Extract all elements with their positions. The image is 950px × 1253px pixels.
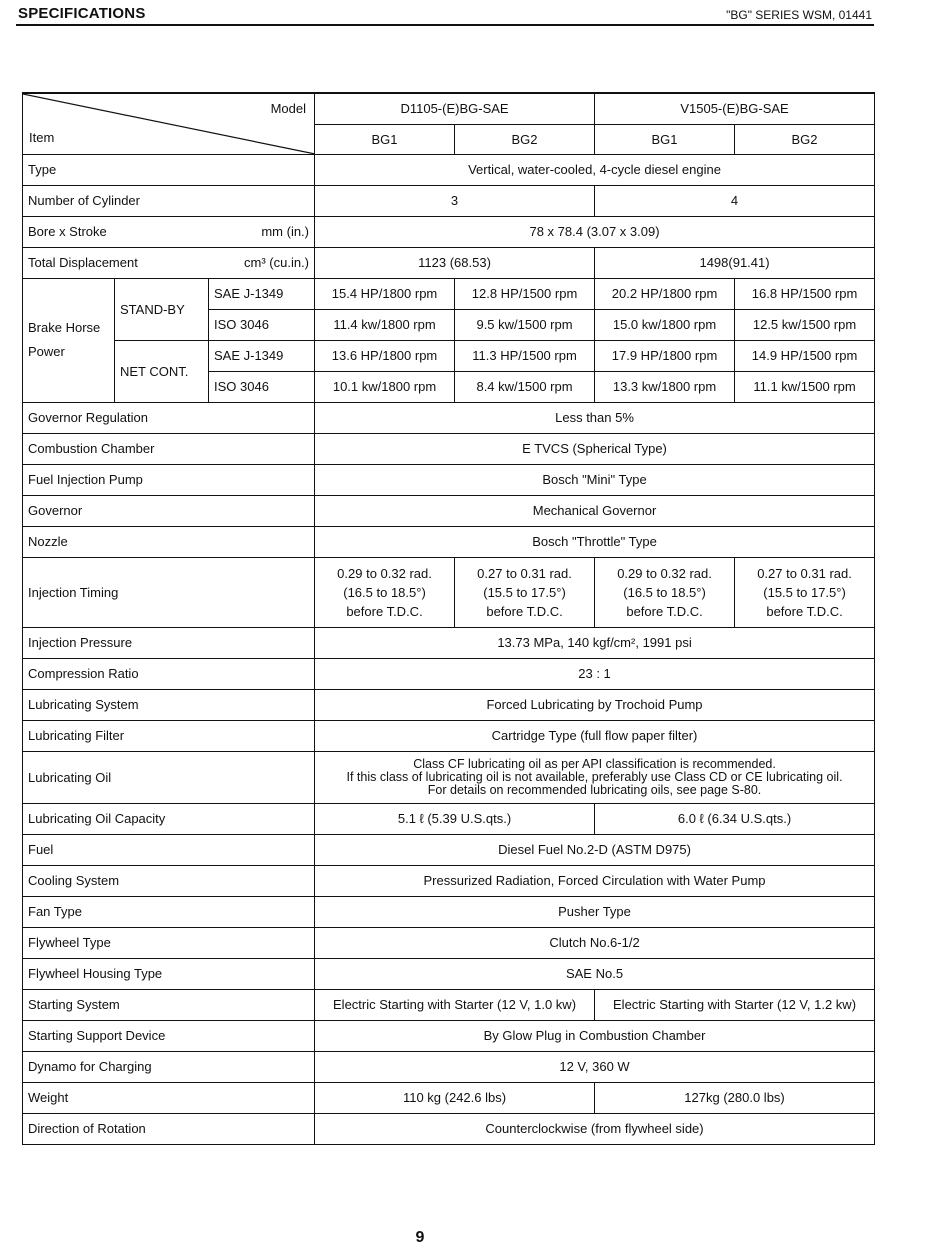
unit-text: cm³ (cu.in.) xyxy=(244,255,310,270)
standard-label: SAE J-1349 xyxy=(209,278,315,309)
power-label xyxy=(23,278,115,402)
row-value: Pressurized Radiation, Forced Circulation with Water Pump xyxy=(315,865,875,896)
section-title: SPECIFICATIONS xyxy=(18,5,146,22)
row-label: Lubricating Oil Capacity xyxy=(23,803,315,834)
row-lubricating-oil xyxy=(23,751,875,803)
power-cell: 15.4 HP/1800 rpm xyxy=(315,278,455,309)
power-cell: 15.0 kw/1800 rpm xyxy=(595,309,735,340)
timing-cell xyxy=(595,557,735,627)
row-fan-type xyxy=(23,896,875,927)
row-value: Mechanical Governor xyxy=(315,495,875,526)
row-value: SAE No.5 xyxy=(315,958,875,989)
row-label: Starting Support Device xyxy=(23,1020,315,1051)
row-value: Bosch "Mini" Type xyxy=(315,464,875,495)
row-fuel-injection-pump xyxy=(23,464,875,495)
label-text: Total Displacement xyxy=(28,255,138,270)
row-nozzle xyxy=(23,526,875,557)
row-value: Counterclockwise (from flywheel side) xyxy=(315,1113,875,1144)
row-flywheel-type xyxy=(23,927,875,958)
power-cell: 17.9 HP/1800 rpm xyxy=(595,340,735,371)
row-fuel xyxy=(23,834,875,865)
power-cell: 8.4 kw/1500 rpm xyxy=(455,371,595,402)
row-label: Compression Ratio xyxy=(23,658,315,689)
row-flywheel-housing xyxy=(23,958,875,989)
timing-rad: 0.29 to 0.32 rad. xyxy=(617,565,712,581)
row-value: Vertical, water-cooled, 4-cycle diesel engine xyxy=(315,154,875,185)
row-label: Type xyxy=(23,154,315,185)
row-label xyxy=(23,247,315,278)
power-cell: 16.8 HP/1500 rpm xyxy=(735,278,875,309)
row-label: Injection Timing xyxy=(23,557,315,627)
timing-deg: (16.5 to 18.5°) xyxy=(623,584,706,600)
row-label: Injection Pressure xyxy=(23,627,315,658)
label-text: Bore x Stroke xyxy=(28,224,107,239)
row-governor xyxy=(23,495,875,526)
page-header xyxy=(16,4,874,26)
timing-ref: before T.D.C. xyxy=(486,603,563,619)
power-cell: 9.5 kw/1500 rpm xyxy=(455,309,595,340)
timing-cell xyxy=(455,557,595,627)
row-label xyxy=(23,216,315,247)
label-text: Power xyxy=(28,344,65,359)
row-value-v1505: Electric Starting with Starter (12 V, 1.2 kw) xyxy=(595,989,875,1020)
timing-ref: before T.D.C. xyxy=(626,603,703,619)
timing-ref: before T.D.C. xyxy=(346,603,423,619)
power-cell: 13.6 HP/1800 rpm xyxy=(315,340,455,371)
row-cylinders xyxy=(23,185,875,216)
standard-label: ISO 3046 xyxy=(209,309,315,340)
row-label: Number of Cylinder xyxy=(23,185,315,216)
row-value-d1105: 5.1 ℓ (5.39 U.S.qts.) xyxy=(315,803,595,834)
power-cell: 12.8 HP/1500 rpm xyxy=(455,278,595,309)
row-value: 23 : 1 xyxy=(315,658,875,689)
row-value: Forced Lubricating by Trochoid Pump xyxy=(315,689,875,720)
row-label: Lubricating System xyxy=(23,689,315,720)
timing-deg: (15.5 to 17.5°) xyxy=(763,584,846,600)
row-power-standby-sae xyxy=(23,278,875,309)
variant-cell: BG1 xyxy=(595,124,735,154)
row-lubricating-system xyxy=(23,689,875,720)
power-cell: 13.3 kw/1800 rpm xyxy=(595,371,735,402)
power-cell: 12.5 kw/1500 rpm xyxy=(735,309,875,340)
row-label: Weight xyxy=(23,1082,315,1113)
row-compression-ratio xyxy=(23,658,875,689)
power-cell: 11.1 kw/1500 rpm xyxy=(735,371,875,402)
variant-cell: BG2 xyxy=(455,124,595,154)
row-value: 12 V, 360 W xyxy=(315,1051,875,1082)
row-power-net-sae xyxy=(23,340,875,371)
row-label: Governor xyxy=(23,495,315,526)
row-cooling-system xyxy=(23,865,875,896)
power-cell: 11.3 HP/1500 rpm xyxy=(455,340,595,371)
timing-cell xyxy=(315,557,455,627)
row-value-v1505: 4 xyxy=(595,185,875,216)
timing-deg: (16.5 to 18.5°) xyxy=(343,584,426,600)
row-value: Less than 5% xyxy=(315,402,875,433)
page-number: 9 xyxy=(415,1229,425,1246)
row-label: Flywheel Housing Type xyxy=(23,958,315,989)
model-label: Model xyxy=(270,101,307,116)
model-d1105: D1105-(E)BG-SAE xyxy=(315,93,595,124)
row-label: Starting System xyxy=(23,989,315,1020)
label-text: Brake Horse xyxy=(28,320,101,335)
row-starting-system xyxy=(23,989,875,1020)
series-code: "BG" SERIES WSM, 01441 xyxy=(726,8,872,22)
row-governor-regulation xyxy=(23,402,875,433)
row-value: Pusher Type xyxy=(315,896,875,927)
timing-rad: 0.27 to 0.31 rad. xyxy=(477,565,572,581)
row-value: 78 x 78.4 (3.07 x 3.09) xyxy=(315,216,875,247)
row-dynamo xyxy=(23,1051,875,1082)
row-label: Flywheel Type xyxy=(23,927,315,958)
row-label: Cooling System xyxy=(23,865,315,896)
variant-cell: BG2 xyxy=(735,124,875,154)
oil-note-line: Class CF lubricating oil as per API classification is recommended. xyxy=(413,756,776,771)
row-oil-capacity xyxy=(23,803,875,834)
netcont-label: NET CONT. xyxy=(115,340,209,402)
row-value-v1505: 127kg (280.0 lbs) xyxy=(595,1082,875,1113)
item-label: Item xyxy=(29,129,55,145)
variant-cell: BG1 xyxy=(315,124,455,154)
timing-cell xyxy=(735,557,875,627)
row-label: Lubricating Oil xyxy=(23,751,315,803)
row-label: Fan Type xyxy=(23,896,315,927)
model-v1505: V1505-(E)BG-SAE xyxy=(595,93,875,124)
row-value: Diesel Fuel No.2-D (ASTM D975) xyxy=(315,834,875,865)
row-value-v1505: 1498(91.41) xyxy=(595,247,875,278)
row-lubricating-filter xyxy=(23,720,875,751)
oil-note-line: For details on recommended lubricating oils, see page S-80. xyxy=(427,782,762,797)
row-value-d1105: Electric Starting with Starter (12 V, 1.0 kw) xyxy=(315,989,595,1020)
row-label: Nozzle xyxy=(23,526,315,557)
row-injection-pressure xyxy=(23,627,875,658)
row-label: Governor Regulation xyxy=(23,402,315,433)
row-label: Fuel xyxy=(23,834,315,865)
row-value: Cartridge Type (full flow paper filter) xyxy=(315,720,875,751)
row-starting-support xyxy=(23,1020,875,1051)
timing-rad: 0.27 to 0.31 rad. xyxy=(757,565,852,581)
row-value: E TVCS (Spherical Type) xyxy=(315,433,875,464)
row-value: 13.73 MPa, 140 kgf/cm², 1991 psi xyxy=(315,627,875,658)
row-label: Lubricating Filter xyxy=(23,720,315,751)
row-injection-timing xyxy=(23,557,875,627)
model-item-corner xyxy=(23,93,315,154)
row-displacement xyxy=(23,247,875,278)
row-label: Direction of Rotation xyxy=(23,1113,315,1144)
power-cell: 20.2 HP/1800 rpm xyxy=(595,278,735,309)
row-value: Bosch "Throttle" Type xyxy=(315,526,875,557)
model-row xyxy=(23,93,875,124)
power-cell: 10.1 kw/1800 rpm xyxy=(315,371,455,402)
standard-label: SAE J-1349 xyxy=(209,340,315,371)
specifications-table xyxy=(22,92,875,1145)
timing-deg: (15.5 to 17.5°) xyxy=(483,584,566,600)
power-cell: 11.4 kw/1800 rpm xyxy=(315,309,455,340)
row-type xyxy=(23,154,875,185)
row-value-d1105: 1123 (68.53) xyxy=(315,247,595,278)
unit-text: mm (in.) xyxy=(261,224,310,239)
oil-note-line: If this class of lubricating oil is not available, preferably use Class CD or CE lubricating oil. xyxy=(346,769,843,784)
row-rotation xyxy=(23,1113,875,1144)
standard-label: ISO 3046 xyxy=(209,371,315,402)
row-value-d1105: 3 xyxy=(315,185,595,216)
row-combustion-chamber xyxy=(23,433,875,464)
row-label: Dynamo for Charging xyxy=(23,1051,315,1082)
row-value-d1105: 110 kg (242.6 lbs) xyxy=(315,1082,595,1113)
row-value xyxy=(315,751,875,803)
row-weight xyxy=(23,1082,875,1113)
row-value: By Glow Plug in Combustion Chamber xyxy=(315,1020,875,1051)
power-cell: 14.9 HP/1500 rpm xyxy=(735,340,875,371)
row-bore-stroke xyxy=(23,216,875,247)
row-value-v1505: 6.0 ℓ (6.34 U.S.qts.) xyxy=(595,803,875,834)
row-label: Combustion Chamber xyxy=(23,433,315,464)
row-value: Clutch No.6-1/2 xyxy=(315,927,875,958)
standby-label: STAND-BY xyxy=(115,278,209,340)
timing-ref: before T.D.C. xyxy=(766,603,843,619)
row-label: Fuel Injection Pump xyxy=(23,464,315,495)
timing-rad: 0.29 to 0.32 rad. xyxy=(337,565,432,581)
